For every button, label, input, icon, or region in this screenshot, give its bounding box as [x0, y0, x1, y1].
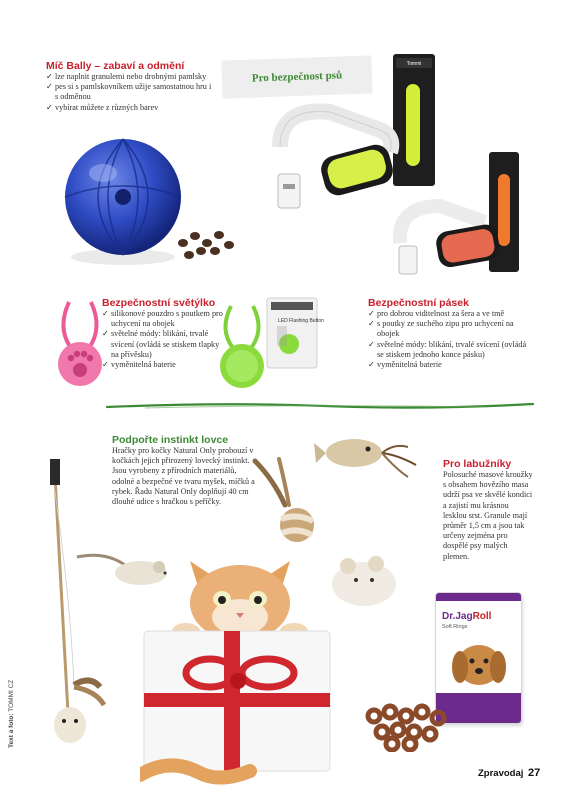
- belt-feature: ✓ pro dobrou viditelnost za šera a ve tmě: [368, 309, 528, 319]
- ball-feature: ✓ vybírat můžete z různých barev: [46, 103, 216, 113]
- publication-name: Zpravodaj: [478, 768, 524, 779]
- light-package-label: LED Flashing Button: [278, 318, 324, 324]
- belt-title: Bezpečnostní pásek: [368, 297, 469, 309]
- light-title: Bezpečnostní světýlko: [102, 297, 216, 309]
- ball-features: [46, 72, 216, 113]
- light-feature: ✓ vyměnitelná baterie: [102, 360, 227, 370]
- hunt-text: Hračky pro kočky Natural Only probouzí v kočkách jejich přirozený lovecký instinkt. Jsou vyrobeny z přírodních materiálů, odolné a bezpečné ve tvaru myšek, míčků a rybek. Řadu Natural Only doplňují 40 cm dlouhé udice s hračkou s peříčky.: [112, 446, 255, 507]
- kitten-gift-image: [140, 553, 340, 785]
- hunt-title: Podpořte instinkt lovce: [112, 434, 229, 446]
- belt-features: [368, 309, 528, 370]
- fishing-rod-toy-image: [40, 455, 120, 755]
- section-divider: [105, 398, 535, 414]
- belt-feature: ✓ s poutky ze suchého zipu pro uchycení na obojek: [368, 319, 528, 339]
- dog-photo: [446, 631, 512, 691]
- light-features: [102, 309, 227, 370]
- ball-feature: ✓ lze naplnit granulemi nebo drobnými pamlsky: [46, 72, 216, 82]
- treat-title: Pro labužníky: [443, 458, 512, 470]
- fish-toy-image: [312, 425, 422, 485]
- brand-label: Tommi: [406, 61, 422, 67]
- belt-feature: ✓ vyměnitelná baterie: [368, 360, 528, 370]
- light-feature: ✓ světelné módy: blikání, trvalé svícení (ovládá se stiskem tlapky na přívěsku): [102, 329, 227, 360]
- treat-text: Polosuché masové kroužky s obsahem hovězího masa udrží psa ve skvělé kondici a zajistí mu krásnou lesklou srst. Granule mají průměr 1,5 cm a jsou tak určeny zejména pro dospělé psy malých plemen.: [443, 470, 533, 561]
- page-number: 27: [528, 767, 541, 779]
- treat-ball-image: [55, 135, 245, 270]
- light-feature: ✓ silikonové pouzdro s poutkem pro uchycení na obojek: [102, 309, 227, 329]
- green-light-pendant-image: [215, 296, 330, 396]
- belt-feature: ✓ světelné módy: blikání, trvalé svícení (ovládá se stiskem jednoho konce pásku): [368, 340, 528, 360]
- ball-title: Míč Bally – zabaví a odmění: [46, 60, 185, 72]
- light-collar-orange-image: [385, 148, 525, 288]
- ball-feature: ✓ pes si s pamlskovníkem užije samostatnou hru i s odměnou: [46, 82, 216, 102]
- feather-ball-toy-image: [245, 455, 325, 545]
- photo-credit: Text a foto: TOMMI CZ: [8, 679, 15, 748]
- safety-banner-text: Pro bezpečnost psů: [251, 69, 343, 85]
- package-brand: Dr.JagRoll: [442, 611, 492, 622]
- svg-text:LED Flashing Button: [278, 318, 324, 324]
- package-sub: Soft Rings: [442, 624, 468, 630]
- treat-rings-image: [362, 700, 454, 752]
